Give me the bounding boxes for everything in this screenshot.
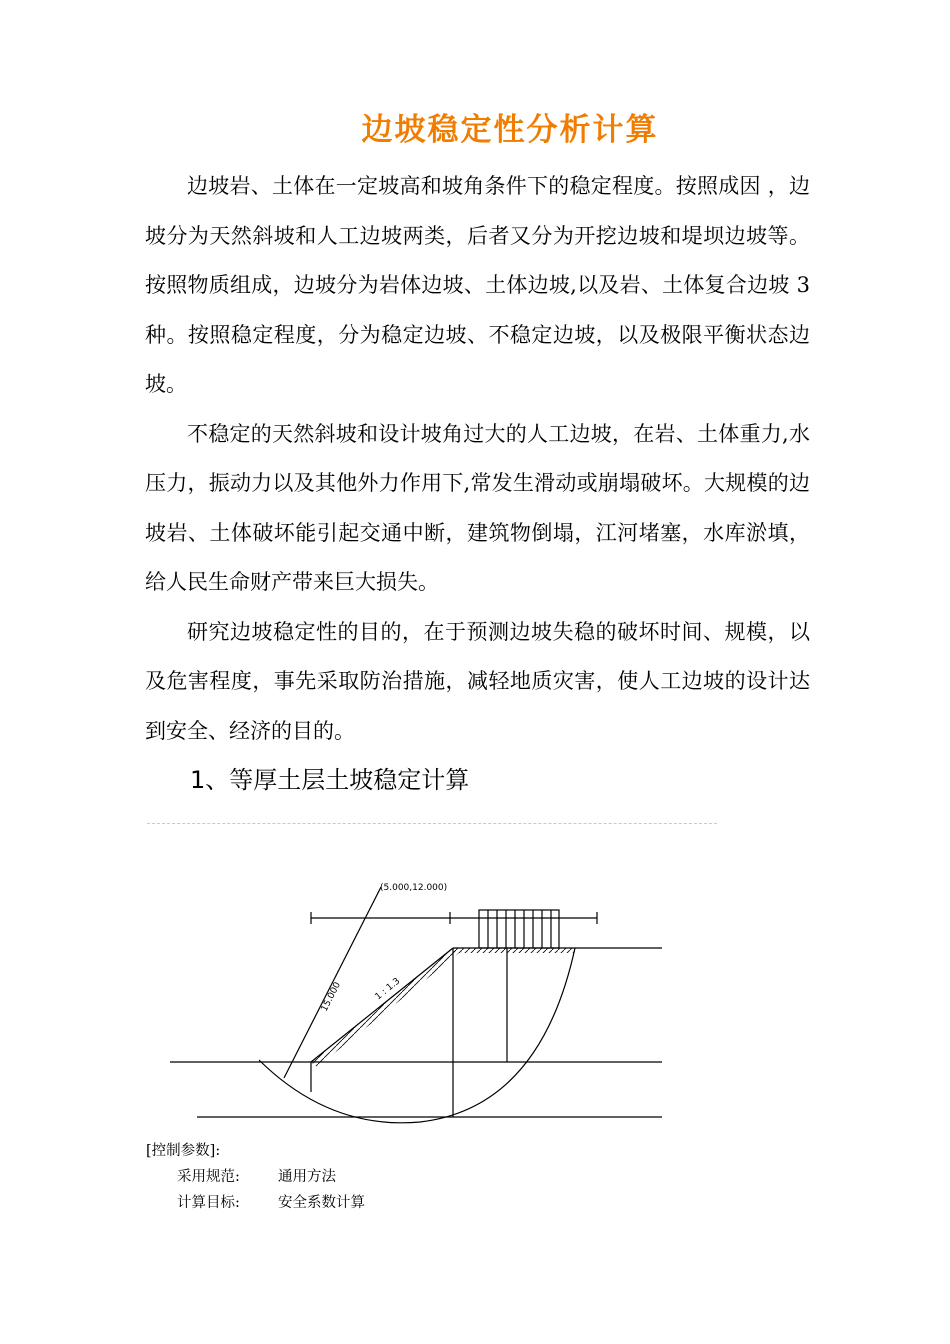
slope-stability-diagram (0, 860, 950, 1130)
surcharge-load (479, 910, 559, 948)
param-label: 计算目标: (177, 1195, 240, 1211)
paragraph-3: 研究边坡稳定性的目的，在于预测边坡失稳的破坏时间、规模，以及危害程度，事先采取防治措施，减轻地质灾害，使人工边坡的设计达到安全、经济的目的。 (145, 619, 810, 743)
slope-hatch (311, 948, 459, 1067)
circle-center-label: (5.000,12.000) (380, 883, 448, 893)
param-value: 安全系数计算 (278, 1195, 365, 1211)
params-header: [控制参数]: (146, 1143, 221, 1159)
control-parameters (146, 1138, 365, 1216)
diagram-geometry (170, 887, 662, 1123)
param-label: 采用规范: (177, 1169, 240, 1185)
slip-circle-arc (259, 948, 575, 1123)
crest-hatch (453, 948, 575, 953)
section-heading: 1、等厚土层土坡稳定计算 (190, 766, 470, 794)
paragraph-2: 不稳定的天然斜坡和设计坡角过大的人工边坡，在岩、土体重力,水压力，振动力以及其他外力作用下,常发生滑动或崩塌破坏。大规模的边坡岩、土体破坏能引起交通中断，建筑物倒塌，江河堵塞，水库淤填，给人民生命财产带来巨大损失。 (145, 421, 810, 594)
paragraph-1: 边坡岩、土体在一定坡高和坡角条件下的稳定程度。按照成因 ，边坡分为天然斜坡和人工边坡两类，后者又分为开挖边坡和堤坝边坡等。按照物质组成，边坡分为岩体边坡、土体边坡,以及岩、土体复合边坡 3 种。按照稳定程度，分为稳定边坡、不稳定边坡，以及极限平衡状态边坡。 (145, 174, 810, 396)
param-value: 通用方法 (278, 1169, 336, 1185)
body-text (145, 162, 810, 756)
slope-ratio-label: 1 : 1.3 (373, 976, 403, 1003)
param-row (146, 1164, 365, 1190)
page-title: 边坡稳定性分析计算 (361, 112, 659, 148)
radius-label: 15.000 (319, 980, 343, 1014)
param-row (146, 1190, 365, 1216)
dashed-divider (147, 823, 717, 824)
